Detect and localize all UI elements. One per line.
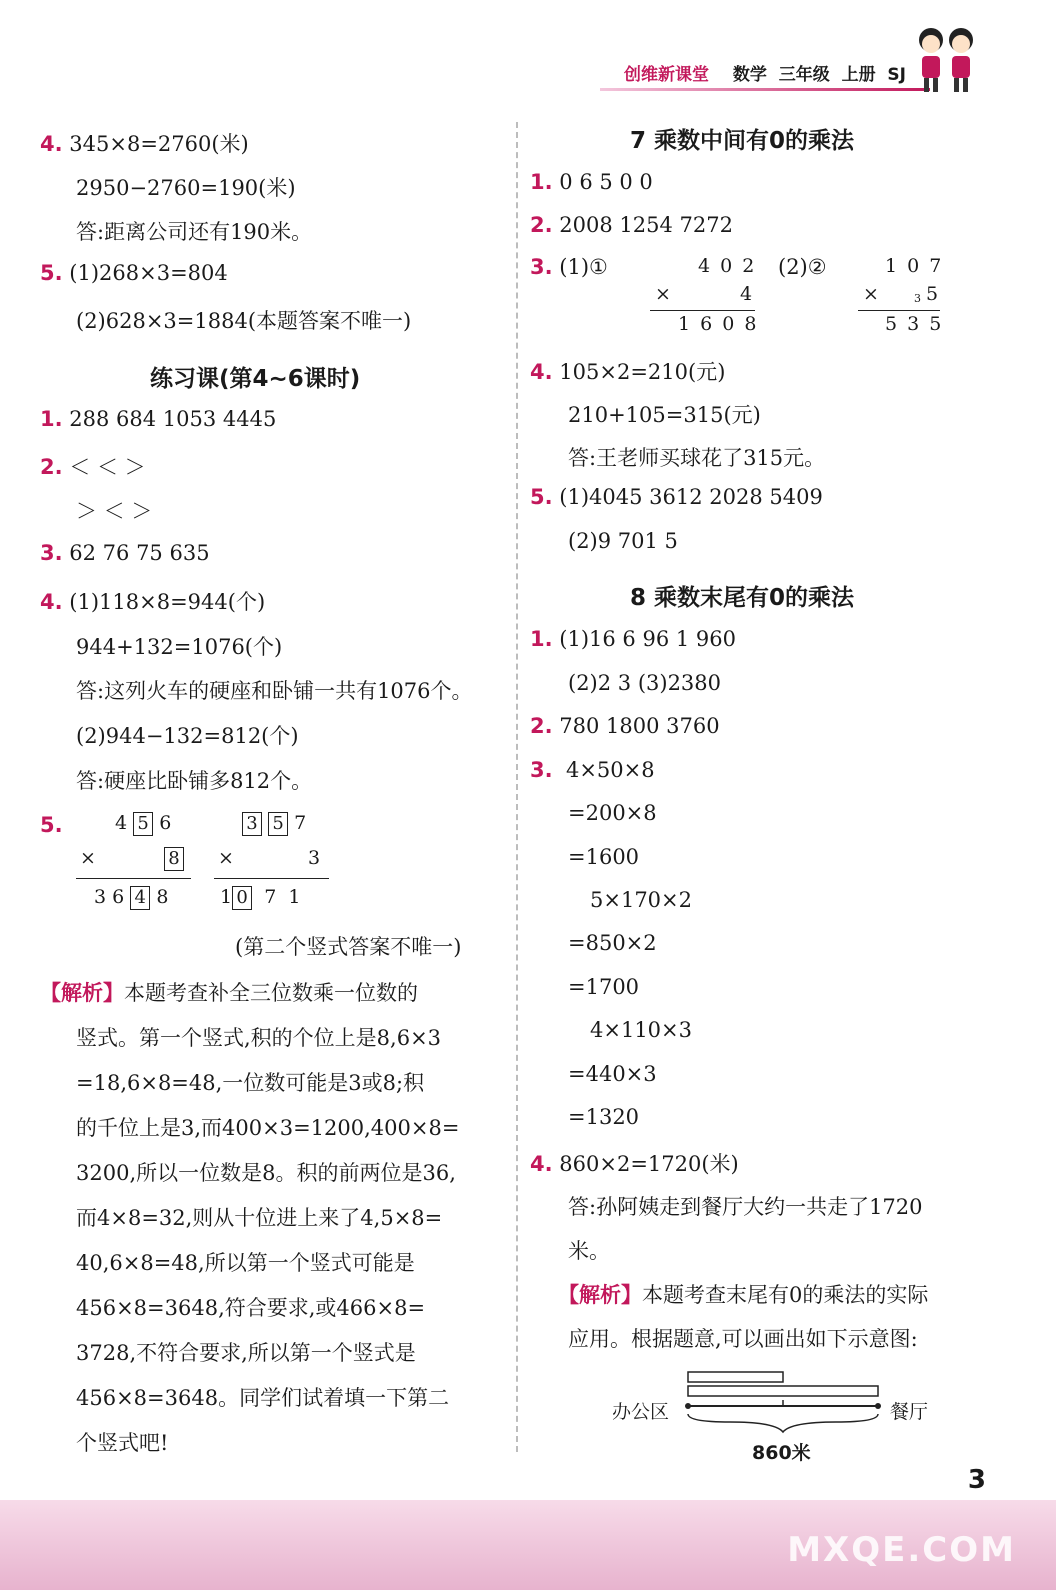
analysis-line-6: 而4×8=32,则从十位进上来了4,5×8= bbox=[76, 1206, 443, 1230]
vf1-box-multiplier[interactable]: 8 bbox=[164, 847, 184, 871]
header-underline bbox=[600, 88, 930, 91]
vf1-rule bbox=[76, 878, 191, 879]
r3v2-mid: 5 bbox=[926, 283, 939, 305]
analysis-line-10: 456×8=3648。同学们试着填一下第二 bbox=[76, 1386, 450, 1410]
analysis-line-5: 3200,所以一位数是8。积的前两位是36, bbox=[76, 1161, 456, 1185]
diagram-label-office: 办公区 bbox=[612, 1401, 670, 1423]
t4-answer-1: 答:孙阿姨走到餐厅大约一共走了1720 bbox=[568, 1195, 923, 1219]
analysis-line-3: =18,6×8=48,一位数可能是3或8;积 bbox=[76, 1071, 425, 1095]
q4-line-2: 2950−2760=190(米) bbox=[76, 176, 296, 200]
header-subject: 数学 bbox=[732, 65, 767, 85]
analysis-line-11: 个竖式吧! bbox=[76, 1431, 169, 1455]
analysis-line-1: 【解析】本题考查补全三位数乘一位数的 bbox=[40, 981, 418, 1005]
brand-name: 创维新课堂 bbox=[623, 65, 709, 85]
vf2-row2: 3 bbox=[308, 847, 321, 869]
vf1-op: × bbox=[80, 847, 96, 869]
r3-label-2: (2)② bbox=[778, 255, 827, 279]
vf1-row2 bbox=[164, 847, 184, 871]
t3-line-4: 5×170×2 bbox=[590, 888, 692, 912]
p3-line: 3. 62 76 75 635 bbox=[40, 541, 210, 565]
p1-line: 1. 288 684 1053 4445 bbox=[40, 407, 277, 431]
vf1-box-product[interactable]: 4 bbox=[130, 886, 150, 910]
r3v1-top: 4 0 2 bbox=[698, 255, 757, 277]
p4-line-2: 944+132=1076(个) bbox=[76, 635, 283, 659]
r3v2-bot: 5 3 5 bbox=[885, 313, 944, 335]
r4-line-1: 4. 105×2=210(元) bbox=[530, 360, 726, 384]
p2-line-1: 2. ＜ ＜ ＞ bbox=[40, 455, 146, 479]
r4-line-2: 210+105=315(元) bbox=[568, 403, 761, 427]
vf2-op: × bbox=[218, 847, 234, 869]
vf2-row3: 1 0 7 1 bbox=[220, 886, 301, 908]
t1-line-2: (2)2 3 (3)2380 bbox=[568, 671, 722, 695]
r3v1-rule bbox=[650, 310, 755, 311]
r3v2-op: × bbox=[863, 283, 879, 305]
header-grade: 三年级 bbox=[778, 65, 830, 85]
r3v2-rule bbox=[858, 310, 940, 311]
p4-line-1: 4. (1)118×8=944(个) bbox=[40, 590, 266, 614]
q4-answer: 答:距离公司还有190米。 bbox=[76, 220, 313, 244]
p4-line-4: (2)944−132=812(个) bbox=[76, 724, 299, 748]
t1-line-1: 1. (1)16 6 96 1 960 bbox=[530, 627, 736, 651]
page-header bbox=[624, 60, 906, 85]
r3v1-op: × bbox=[655, 283, 671, 305]
kids-illustration-icon bbox=[906, 18, 986, 98]
diagram-lines bbox=[680, 1370, 890, 1445]
r3v2-top: 1 0 7 bbox=[885, 255, 944, 277]
header-volume: 上册 bbox=[841, 65, 876, 85]
t3-line-2: =200×8 bbox=[568, 801, 657, 825]
t3-line-8: =440×3 bbox=[568, 1062, 657, 1086]
p5-note: (第二个竖式答案不唯一) bbox=[235, 935, 462, 959]
header-edition: SJ bbox=[887, 65, 906, 85]
vf2-box-product[interactable]: 0 bbox=[232, 886, 252, 910]
vf2-rule bbox=[214, 878, 329, 879]
q5-line-1: 5. (1)268×3=804 bbox=[40, 261, 228, 285]
r5-line-2: (2)9 701 5 bbox=[568, 529, 678, 553]
p2-line-2: ＞ ＜ ＞ bbox=[76, 499, 153, 523]
t3-line-5: =850×2 bbox=[568, 931, 657, 955]
column-divider bbox=[516, 122, 518, 1452]
page-number: 3 bbox=[967, 1465, 986, 1495]
section-7-title: 7 乘数中间有0的乘法 bbox=[630, 128, 855, 154]
r4-answer: 答:王老师买球花了315元。 bbox=[568, 446, 826, 470]
q4-line-1: 4. 345×8=2760(米) bbox=[40, 132, 249, 156]
t4-line-1: 4. 860×2=1720(米) bbox=[530, 1152, 739, 1176]
analysis-line-8: 456×8=3648,符合要求,或466×8= bbox=[76, 1296, 426, 1320]
t3-line-3: =1600 bbox=[568, 845, 640, 869]
vf2-box-tens[interactable]: 5 bbox=[268, 812, 288, 836]
q5-line-2: (2)628×3=1884(本题答案不唯一) bbox=[76, 309, 412, 333]
vf1-row1: 4 5 6 bbox=[115, 812, 172, 834]
diagram-label-distance: 860米 bbox=[752, 1442, 811, 1464]
r3-label: 3. (1)① bbox=[530, 255, 608, 279]
vf2-row1: 3 5 7 bbox=[242, 812, 306, 836]
t3-line-1: 3. 4×50×8 bbox=[530, 758, 655, 782]
r3v1-mid: 4 bbox=[740, 283, 753, 305]
analysis-line-4: 的千位上是3,而400×3=1200,400×8= bbox=[76, 1116, 460, 1140]
t2-line: 2. 780 1800 3760 bbox=[530, 714, 720, 738]
analysis-line-7: 40,6×8=48,所以第一个竖式可能是 bbox=[76, 1251, 415, 1275]
r5-line-1: 5. (1)4045 3612 2028 5409 bbox=[530, 485, 823, 509]
vf1-box-tens[interactable]: 5 bbox=[133, 812, 153, 836]
vf1-row3: 3 6 4 8 bbox=[94, 886, 169, 908]
analysis-line-9: 3728,不符合要求,所以第一个竖式是 bbox=[76, 1341, 416, 1365]
r3v2-carry: 3 bbox=[914, 292, 921, 305]
r1-line: 1. 0 6 5 0 0 bbox=[530, 170, 653, 194]
r3v1-bot: 1 6 0 8 bbox=[678, 313, 759, 335]
diagram-label-restaurant: 餐厅 bbox=[890, 1401, 929, 1423]
p4-answer-2: 答:硬座比卧铺多812个。 bbox=[76, 769, 313, 793]
analysis-line-2: 竖式。第一个竖式,积的个位上是8,6×3 bbox=[76, 1026, 442, 1050]
t3-line-7: 4×110×3 bbox=[590, 1018, 692, 1042]
t4-answer-2: 米。 bbox=[568, 1239, 610, 1263]
watermark: MXQE.COM bbox=[787, 1530, 1016, 1570]
r2-line: 2. 2008 1254 7272 bbox=[530, 213, 733, 237]
p5-number: 5. bbox=[40, 813, 63, 837]
r-analysis-line-2: 应用。根据题意,可以画出如下示意图: bbox=[568, 1327, 918, 1351]
vf2-box-hundreds[interactable]: 3 bbox=[242, 812, 262, 836]
practice-title: 练习课(第4~6课时) bbox=[150, 366, 361, 392]
p4-answer-1: 答:这列火车的硬座和卧铺一共有1076个。 bbox=[76, 679, 473, 703]
t3-line-6: =1700 bbox=[568, 975, 640, 999]
section-8-title: 8 乘数末尾有0的乘法 bbox=[630, 585, 855, 611]
t3-line-9: =1320 bbox=[568, 1105, 640, 1129]
r-analysis-line-1: 【解析】本题考查末尾有0的乘法的实际 bbox=[558, 1283, 929, 1307]
